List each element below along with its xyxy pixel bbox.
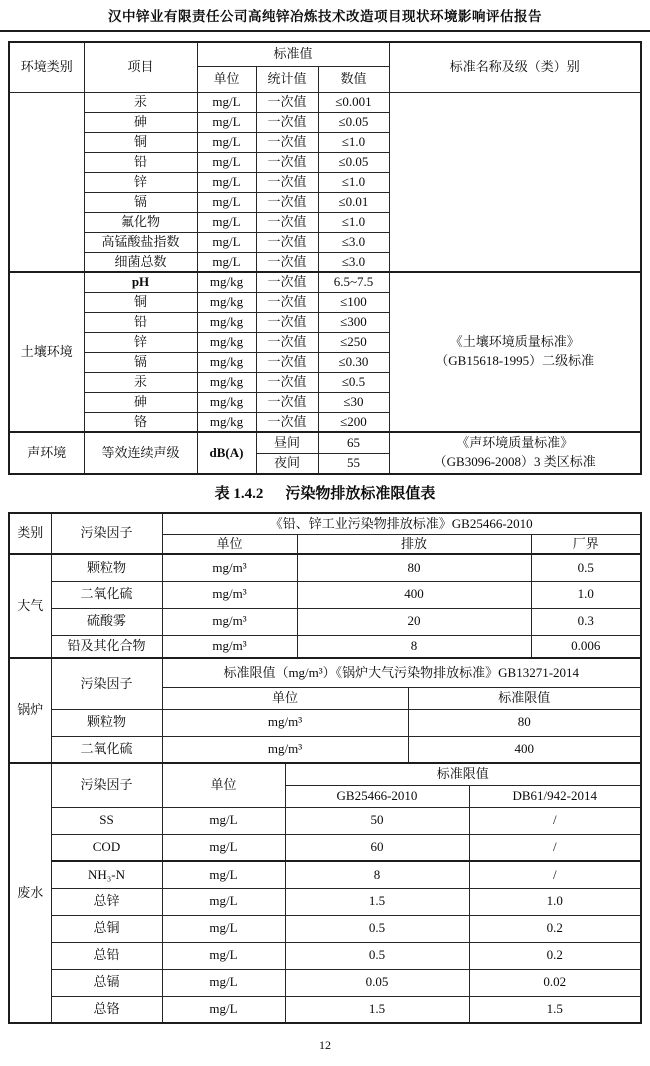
env-category-cell-empty <box>9 92 84 272</box>
value-cell: ≤250 <box>318 332 389 352</box>
value-cell: ≤1.0 <box>318 212 389 232</box>
unit-cell: mg/m³ <box>162 608 297 635</box>
standard-name-cell-noise <box>389 432 641 474</box>
factor-cell: 硫酸雾 <box>51 608 162 635</box>
unit-cell: mg/L <box>162 888 285 915</box>
stat-cell: 一次值 <box>256 232 318 252</box>
stat-cell: 一次值 <box>256 92 318 112</box>
factor-cell: 二氧化硫 <box>51 581 162 608</box>
unit-cell: mg/L <box>197 112 256 132</box>
gb-limit-cell: 0.5 <box>285 942 469 969</box>
value-cell: 6.5~7.5 <box>318 272 389 292</box>
gb-limit-cell: 0.5 <box>285 915 469 942</box>
col-header-emission: 排放 <box>297 534 531 554</box>
value-cell: ≤0.05 <box>318 152 389 172</box>
value-cell: ≤1.0 <box>318 172 389 192</box>
stat-cell: 一次值 <box>256 192 318 212</box>
unit-cell: mg/L <box>197 132 256 152</box>
db-limit-cell: 1.0 <box>469 888 641 915</box>
item-cell: 铅 <box>84 152 197 172</box>
table-caption-title: 污染物排放标准限值表 <box>285 486 436 502</box>
unit-cell: mg/m³ <box>162 554 297 581</box>
col-header-unit: 单位 <box>162 534 297 554</box>
unit-cell: mg/kg <box>197 372 256 392</box>
db-limit-cell: / <box>469 834 641 861</box>
unit-cell: mg/L <box>162 969 285 996</box>
header-divider <box>0 30 650 32</box>
env-category-cell-noise: 声环境 <box>9 432 84 474</box>
col-header-factor: 污染因子 <box>51 763 162 807</box>
table-row <box>9 996 641 1023</box>
category-cell-air: 大气 <box>9 554 51 658</box>
db-limit-cell: 0.02 <box>469 969 641 996</box>
factor-cell: NH₃-N <box>51 861 162 888</box>
factor-cell: 颗粒物 <box>51 554 162 581</box>
table-caption-number: 表 1.4.2 <box>214 486 264 502</box>
stat-cell: 一次值 <box>256 172 318 192</box>
col-header-unit: 单位 <box>197 66 256 92</box>
stat-cell: 一次值 <box>256 132 318 152</box>
value-cell: 65 <box>318 432 389 453</box>
unit-cell: mg/m³ <box>162 709 408 736</box>
emission-cell: 8 <box>297 635 531 658</box>
col-header-env-category: 环境类别 <box>9 42 84 92</box>
value-cell: ≤1.0 <box>318 132 389 152</box>
gb-limit-cell: 50 <box>285 807 469 834</box>
gb-limit-cell: 60 <box>285 834 469 861</box>
boundary-cell: 0.3 <box>531 608 641 635</box>
value-cell: ≤300 <box>318 312 389 332</box>
item-cell: 砷 <box>84 112 197 132</box>
table-caption <box>0 482 650 503</box>
table-row <box>9 608 641 635</box>
unit-cell: mg/L <box>162 915 285 942</box>
col-header-stat: 统计值 <box>256 66 318 92</box>
item-cell: 细菌总数 <box>84 252 197 272</box>
factor-cell: COD <box>51 834 162 861</box>
table-row <box>9 658 641 687</box>
category-cell-boiler: 锅炉 <box>9 658 51 763</box>
unit-cell: mg/kg <box>197 332 256 352</box>
table-row <box>9 763 641 785</box>
item-cell: 镉 <box>84 352 197 372</box>
db-limit-cell: 0.2 <box>469 915 641 942</box>
col-header-boundary: 厂界 <box>531 534 641 554</box>
unit-cell: mg/kg <box>197 312 256 332</box>
stat-cell: 一次值 <box>256 312 318 332</box>
boiler-standard-title: 标准限值（mg/m³）《锅炉大气污染物排放标准》GB13271-2014 <box>162 658 641 687</box>
value-cell: ≤0.5 <box>318 372 389 392</box>
item-cell: 镉 <box>84 192 197 212</box>
unit-cell: mg/L <box>162 861 285 888</box>
table-row <box>9 942 641 969</box>
emission-cell: 400 <box>297 581 531 608</box>
unit-cell: dB(A) <box>197 432 256 474</box>
table-row <box>9 915 641 942</box>
factor-cell: SS <box>51 807 162 834</box>
item-cell: 等效连续声级 <box>84 432 197 474</box>
standard-name-line1: 《土壤环境质量标准》 <box>449 334 580 350</box>
unit-cell: mg/L <box>197 232 256 252</box>
stat-cell: 一次值 <box>256 292 318 312</box>
value-cell: ≤0.30 <box>318 352 389 372</box>
item-cell: 高锰酸盐指数 <box>84 232 197 252</box>
unit-cell: mg/L <box>162 942 285 969</box>
factor-cell: 总铜 <box>51 915 162 942</box>
unit-cell: mg/kg <box>197 272 256 292</box>
value-cell: ≤0.001 <box>318 92 389 112</box>
factor-cell: 总铅 <box>51 942 162 969</box>
unit-cell: mg/kg <box>197 412 256 432</box>
item-cell: 铬 <box>84 412 197 432</box>
table-row <box>9 736 641 763</box>
col-header-limit: 标准限值 <box>408 687 641 709</box>
gb-limit-cell: 0.05 <box>285 969 469 996</box>
stat-cell: 昼间 <box>256 432 318 453</box>
col-header-unit: 单位 <box>162 763 285 807</box>
col-header-value: 数值 <box>318 66 389 92</box>
boundary-cell: 1.0 <box>531 581 641 608</box>
document-header-title: 汉中锌业有限责任公司高纯锌冶炼技术改造项目现状环境影响评估报告 <box>108 9 542 24</box>
table-row <box>9 92 641 112</box>
value-cell: ≤3.0 <box>318 252 389 272</box>
table-row <box>9 861 641 888</box>
col-header-item: 项目 <box>84 42 197 92</box>
table-row <box>9 635 641 658</box>
value-cell: ≤0.01 <box>318 192 389 212</box>
db-limit-cell: / <box>469 807 641 834</box>
stat-cell: 一次值 <box>256 212 318 232</box>
unit-cell: mg/L <box>162 834 285 861</box>
standard-name-line1: 《声环境质量标准》 <box>456 435 574 451</box>
value-cell: ≤3.0 <box>318 232 389 252</box>
item-cell: 汞 <box>84 372 197 392</box>
table-row <box>9 888 641 915</box>
boundary-cell: 0.5 <box>531 554 641 581</box>
category-cell-wastewater: 废水 <box>9 763 51 1023</box>
unit-cell: mg/L <box>197 252 256 272</box>
table-row <box>9 709 641 736</box>
item-cell: 铜 <box>84 132 197 152</box>
unit-cell: mg/L <box>197 192 256 212</box>
col-header-standard-name: 标准名称及级（类）别 <box>389 42 641 92</box>
gb-limit-cell: 8 <box>285 861 469 888</box>
table-row <box>9 969 641 996</box>
stat-cell: 一次值 <box>256 252 318 272</box>
db-limit-cell: / <box>469 861 641 888</box>
stat-cell: 夜间 <box>256 453 318 474</box>
pollutant-discharge-limits-table <box>8 512 642 1024</box>
limit-cell: 80 <box>408 709 641 736</box>
factor-cell: 颗粒物 <box>51 709 162 736</box>
stat-cell: 一次值 <box>256 392 318 412</box>
environment-quality-standards-table <box>8 41 642 475</box>
gb-limit-cell: 1.5 <box>285 888 469 915</box>
item-cell: 铅 <box>84 312 197 332</box>
stat-cell: 一次值 <box>256 352 318 372</box>
factor-cell: 总铬 <box>51 996 162 1023</box>
item-cell: pH <box>84 272 197 292</box>
unit-cell: mg/kg <box>197 352 256 372</box>
item-cell: 氟化物 <box>84 212 197 232</box>
table-row <box>9 807 641 834</box>
factor-cell: 二氧化硫 <box>51 736 162 763</box>
table-row <box>9 834 641 861</box>
col-header-factor: 污染因子 <box>51 658 162 709</box>
value-cell: ≤100 <box>318 292 389 312</box>
value-cell: 55 <box>318 453 389 474</box>
standard-name-line2: （GB15618-1995）二级标准 <box>435 353 595 368</box>
value-cell: ≤200 <box>318 412 389 432</box>
stat-cell: 一次值 <box>256 152 318 172</box>
standard-name-cell-empty <box>389 92 641 272</box>
table-row <box>9 554 641 581</box>
col-header-gb-standard: GB25466-2010 <box>285 785 469 807</box>
unit-cell: mg/L <box>197 152 256 172</box>
col-header-factor: 污染因子 <box>51 513 162 554</box>
unit-cell: mg/m³ <box>162 635 297 658</box>
col-header-db-standard: DB61/942-2014 <box>469 785 641 807</box>
table-row <box>9 432 641 453</box>
unit-cell: mg/kg <box>197 292 256 312</box>
item-cell: 砷 <box>84 392 197 412</box>
standard-name-cell-soil <box>389 272 641 432</box>
table-row <box>9 272 641 292</box>
factor-cell: 铅及其化合物 <box>51 635 162 658</box>
gb-limit-cell: 1.5 <box>285 996 469 1023</box>
db-limit-cell: 0.2 <box>469 942 641 969</box>
page-number: 12 <box>319 1038 331 1052</box>
emission-cell: 20 <box>297 608 531 635</box>
limit-cell: 400 <box>408 736 641 763</box>
unit-cell: mg/L <box>197 92 256 112</box>
item-cell: 汞 <box>84 92 197 112</box>
unit-cell: mg/L <box>162 807 285 834</box>
factor-cell: 总锌 <box>51 888 162 915</box>
standard-name-line2: （GB3096-2008）3 类区标准 <box>433 454 596 469</box>
unit-cell: mg/L <box>197 212 256 232</box>
col-header-unit: 单位 <box>162 687 408 709</box>
factor-cell: 总镉 <box>51 969 162 996</box>
stat-cell: 一次值 <box>256 372 318 392</box>
boundary-cell: 0.006 <box>531 635 641 658</box>
value-cell: ≤0.05 <box>318 112 389 132</box>
unit-cell: mg/L <box>162 996 285 1023</box>
item-cell: 锌 <box>84 332 197 352</box>
env-category-cell-soil: 土壤环境 <box>9 272 84 432</box>
db-limit-cell: 1.5 <box>469 996 641 1023</box>
stat-cell: 一次值 <box>256 332 318 352</box>
unit-cell: mg/kg <box>197 392 256 412</box>
unit-cell: mg/m³ <box>162 736 408 763</box>
air-standard-title: 《铅、锌工业污染物排放标准》GB25466-2010 <box>162 513 641 534</box>
stat-cell: 一次值 <box>256 412 318 432</box>
col-header-standard-value: 标准值 <box>197 42 389 66</box>
col-header-limit: 标准限值 <box>285 763 641 785</box>
item-cell: 铜 <box>84 292 197 312</box>
table-row <box>9 581 641 608</box>
col-header-category: 类别 <box>9 513 51 554</box>
item-cell: 锌 <box>84 172 197 192</box>
unit-cell: mg/m³ <box>162 581 297 608</box>
stat-cell: 一次值 <box>256 112 318 132</box>
stat-cell: 一次值 <box>256 272 318 292</box>
value-cell: ≤30 <box>318 392 389 412</box>
emission-cell: 80 <box>297 554 531 581</box>
unit-cell: mg/L <box>197 172 256 192</box>
